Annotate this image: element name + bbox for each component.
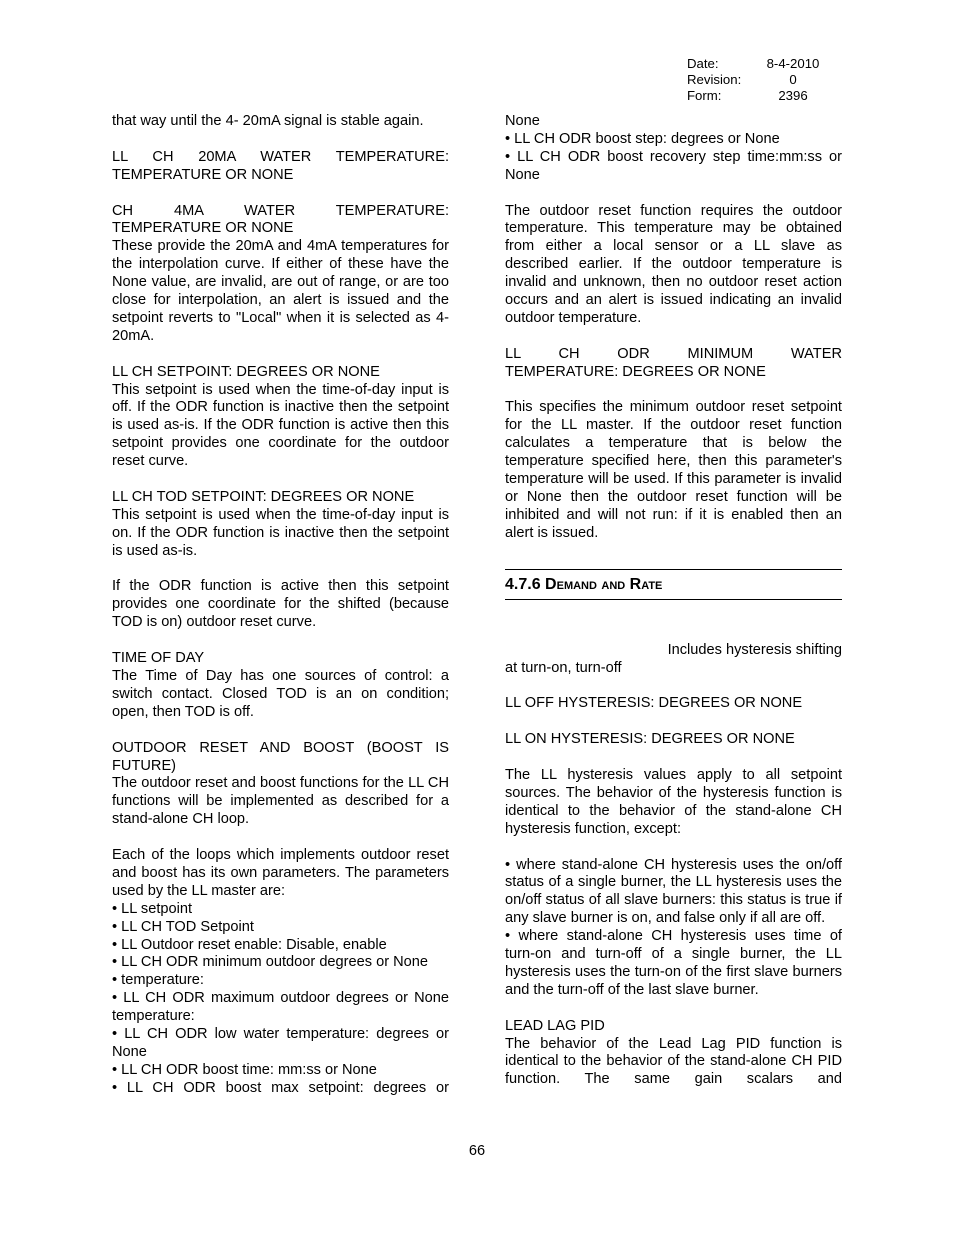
heading-lead-lag-pid: LEAD LAG PID: [505, 1017, 605, 1034]
page-number: 66: [468, 1143, 486, 1159]
paragraph-bullet-onoff-status: • where stand-alone CH hysteresis uses the on/off status of a single burner, the LL hysteresis uses the on/off status of all slave burners: this status is true if any slave burner is on, and false only if all are off.: [505, 856, 842, 927]
paragraph-tod-active: If the ODR function is active then this setpoint provides one coordinate for the shifted (because TOD is on) outdoor reset curve.: [112, 578, 449, 631]
left-column: [112, 113, 449, 1098]
list-item: • LL CH ODR low water temperature: degrees or None: [112, 1026, 449, 1060]
form-value: 2396: [778, 88, 808, 103]
date-label: Date:: [687, 56, 719, 71]
right-column: [505, 113, 842, 1089]
section-title: Demand and Rate: [545, 575, 663, 593]
paragraph-outdoor-temperature: The outdoor reset function requires the outdoor temperature. This temperature may be obtained from either a local sensor or a LL slave as described earlier. If the outdoor temperature is invalid and unknown, then no outdoor reset action occurs and an alert is issued indicating an invalid outdoor temperature.: [505, 202, 842, 326]
list-item: • temperature:: [112, 972, 204, 989]
revision-value: 0: [789, 72, 797, 87]
heading-tod-setpoint: LL CH TOD SETPOINT: DEGREES OR NONE: [112, 488, 415, 505]
heading-minimum-water-temperature: [505, 346, 842, 382]
list-item: • LL CH ODR maximum outdoor degrees or None temperature:: [112, 990, 449, 1025]
document-header: [687, 56, 827, 104]
list-item: • LL CH ODR boost step: degrees or None: [505, 130, 780, 147]
paragraph-lead-lag-pid: The behavior of the Lead Lag PID function is identical to the behavior of the stand-alone CH PID function. The same gain scalars and: [505, 1035, 842, 1088]
list-item: • LL setpoint: [112, 900, 193, 917]
paragraph-hysteresis-values: The LL hysteresis values apply to all setpoint sources. The behavior of the hysteresis function is identical to the behavior of the stand-alone CH hysteresis function, except:: [505, 767, 842, 837]
paragraph-line: Includes hysteresis shifting: [667, 641, 842, 658]
paragraph-time-of-day: The Time of Day has one sources of control: a switch contact. Closed TOD is an on condition; open, then TOD is off.: [112, 668, 449, 720]
list-item: • LL CH ODR minimum outdoor degrees or None: [112, 954, 429, 971]
paragraph-hysteresis-shifting: [505, 642, 842, 678]
date-value: 8-4-2010: [766, 56, 820, 71]
section-number: 4.7.6: [505, 575, 541, 593]
date-row: [687, 56, 827, 72]
heading-outdoor-reset: OUTDOOR RESET AND BOOST (BOOST IS FUTURE): [112, 739, 449, 774]
form-label: Form:: [687, 88, 722, 103]
heading-ch-setpoint: LL CH SETPOINT: DEGREES OR NONE: [112, 363, 380, 380]
list-item: • LL CH ODR boost max setpoint: degrees or: [112, 1079, 449, 1096]
paragraph-minimum-water: This specifies the minimum outdoor reset setpoint for the LL master. If the outdoor reset function calculates a temperature that is below the temperature specified here, then this parameter's temperature will be used. If this parameter is invalid or None then the outdoor reset function will be inhibited and will not run: if it is enabled then an alert is issued.: [505, 399, 842, 541]
paragraph-ch-setpoint: This setpoint is used when the time-of-day input is off. If the ODR function is inactive then the setpoint is used as-is. If the ODR function is active then this setpoint provides one coordinate for the outdoor reset curve.: [112, 381, 449, 470]
revision-label: Revision:: [687, 72, 742, 87]
list-item: • LL CH ODR boost time: mm:ss or None: [112, 1061, 377, 1078]
heading-20ma-temperature: [112, 149, 449, 185]
revision-row: [687, 72, 827, 88]
list-item: • LL CH TOD Setpoint: [112, 918, 254, 935]
paragraph-signal-stable: that way until the 4- 20mA signal is stable again.: [112, 113, 424, 129]
heading-4ma-temperature: [112, 203, 449, 239]
heading-line: TEMPERATURE OR NONE: [112, 220, 294, 237]
list-item: • LL CH ODR boost recovery step time:mm:ss or None: [505, 148, 842, 183]
section-heading-demand-rate: [505, 569, 842, 600]
paragraph-line: at turn-on, turn-off: [505, 659, 622, 676]
heading-on-hysteresis: LL ON HYSTERESIS: DEGREES OR NONE: [505, 731, 795, 748]
form-row: [687, 88, 827, 104]
heading-line: TEMPERATURE OR NONE: [112, 166, 294, 183]
parameter-list: [112, 901, 449, 1098]
heading-line: LL CH 20MA WATER TEMPERATURE:: [112, 148, 449, 165]
list-continuation: None: [505, 113, 540, 129]
paragraph-interpolation: These provide the 20mA and 4mA temperatures for the interpolation curve. If either of these have the None value, are invalid, are out of range, or are too close for interpolation, an alert is issued and the setpoint reverts to "Local" when it is selected as 4-20mA.: [112, 238, 449, 344]
heading-line: CH 4MA WATER TEMPERATURE:: [112, 202, 449, 219]
heading-time-of-day: TIME OF DAY: [112, 650, 205, 667]
list-item: • LL Outdoor reset enable: Disable, enable: [112, 936, 387, 953]
paragraph-outdoor-reset: The outdoor reset and boost functions for the LL CH functions will be implemented as described for a stand-alone CH loop.: [112, 775, 449, 828]
heading-line: TEMPERATURE: DEGREES OR NONE: [505, 363, 766, 380]
heading-line: LL CH ODR MINIMUM WATER: [505, 345, 842, 362]
heading-off-hysteresis: LL OFF HYSTERESIS: DEGREES OR NONE: [505, 695, 803, 712]
paragraph-loop-parameters: Each of the loops which implements outdoor reset and boost has its own parameters. The parameters used by the LL master are:: [112, 847, 449, 899]
paragraph-bullet-turn-on-time: • where stand-alone CH hysteresis uses time of turn-on and turn-off of a single burner, the LL hysteresis uses the turn-on of the first slave burners and the turn-off of the last slave burner.: [505, 928, 842, 998]
paragraph-tod-setpoint: This setpoint is used when the time-of-day input is on. If the ODR function is inactive then the setpoint is used as-is.: [112, 506, 449, 559]
